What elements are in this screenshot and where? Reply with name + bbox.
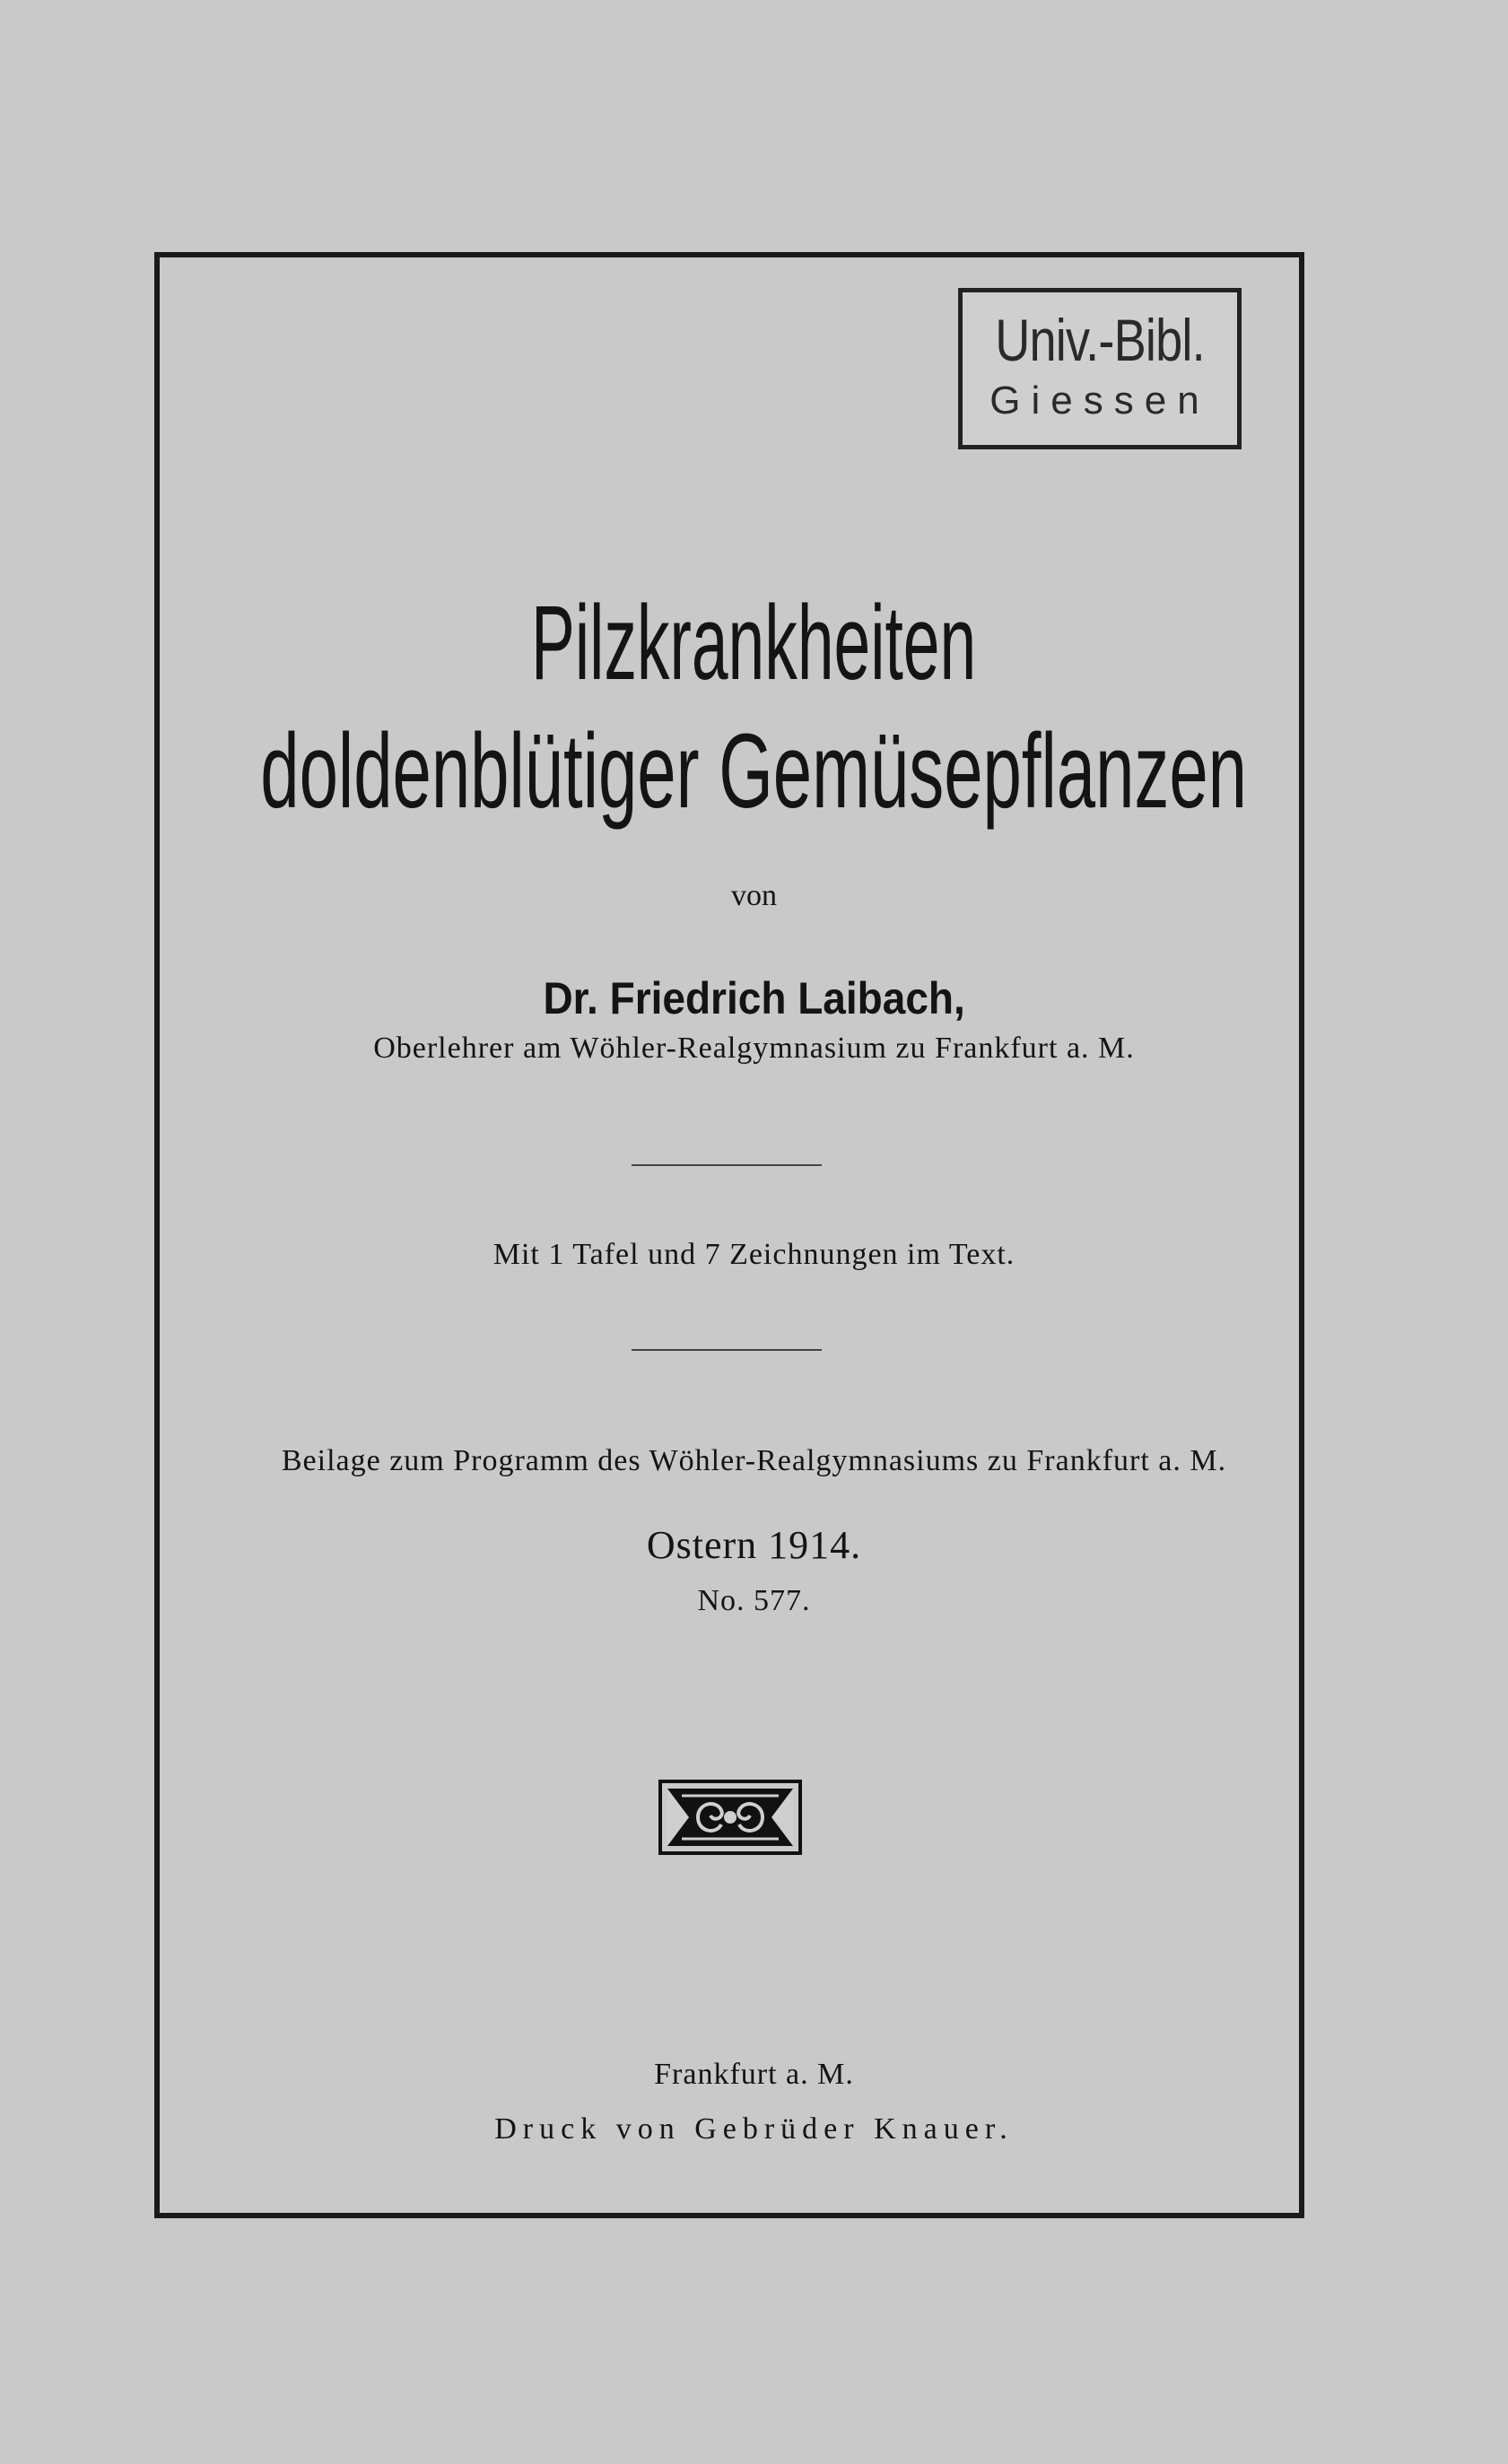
imprint-place: Frankfurt a. M. — [654, 2058, 854, 2091]
author-affiliation: Oberlehrer am Wöhler-Realgymnasium zu Frankfurt a. M. — [373, 1032, 1135, 1065]
author-name — [0, 972, 1508, 1024]
byline: von — [731, 879, 777, 912]
stamp-city: Giessen — [989, 379, 1210, 422]
divider-rule — [632, 1164, 822, 1166]
printer-ornament-icon — [658, 1780, 802, 1855]
title-line-1-text: Pilzkrankheiten — [531, 584, 977, 702]
author-name-text: Dr. Friedrich Laibach, — [543, 973, 965, 1023]
library-stamp — [958, 288, 1242, 449]
title-line-1 — [0, 585, 1508, 701]
imprint-printer: Druck von Gebrüder Knauer. — [494, 2112, 1014, 2146]
stamp-library-name: Univ.-Bibl. — [995, 307, 1205, 373]
program-number: No. 577. — [697, 1584, 811, 1617]
supplement-note: Beilage zum Programm des Wöhler-Realgymnasiums zu Frankfurt a. M. — [281, 1444, 1227, 1477]
page-border — [154, 252, 1304, 2218]
plates-note: Mit 1 Tafel und 7 Zeichnungen im Text. — [492, 1238, 1016, 1271]
title-line-2-text: doldenblütiger Gemüsepflanzen — [260, 712, 1248, 831]
divider-rule — [632, 1349, 822, 1351]
publication-date: Ostern 1914. — [646, 1523, 862, 1567]
title-line-2 — [0, 713, 1508, 830]
